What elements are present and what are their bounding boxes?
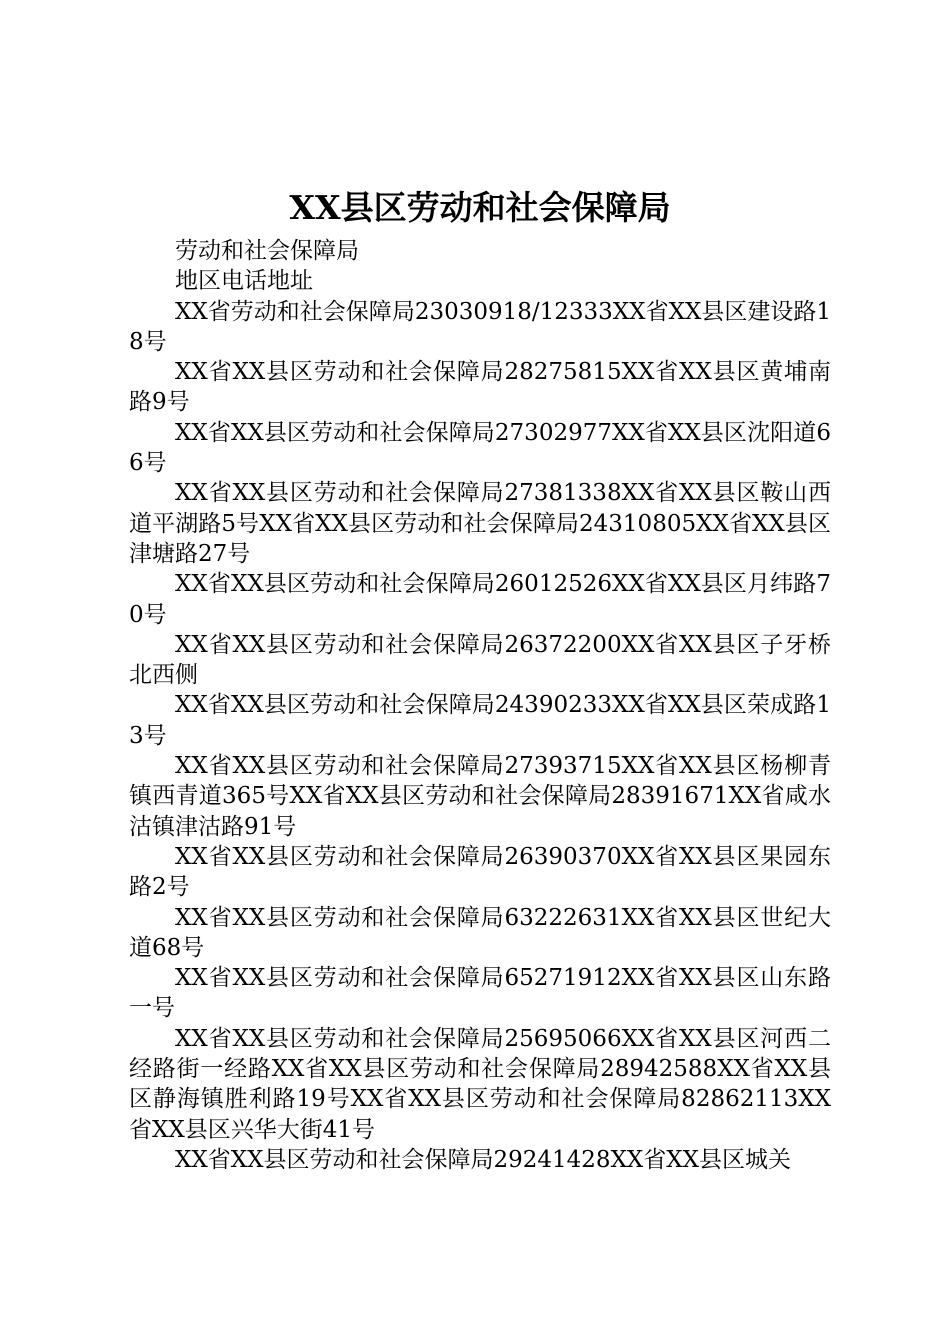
document-title: XX县区劳动和社会保障局 <box>289 188 671 227</box>
paragraph-2: 地区电话地址 <box>175 268 313 295</box>
paragraph-1: 劳动和社会保障局 <box>175 238 359 264</box>
paragraph-14: XX省XX县区劳动和社会保障局25695066XX省XX县区河西二经路街一经路XX省XX县区劳动和社会保障局28942588XX省XX县区静海镇胜利路19号XX省XX县区劳动和社会保障局82862113XX省XX县区兴华大街41号 <box>129 1025 831 1143</box>
paragraph-12: XX省XX县区劳动和社会保障局63222631XX省XX县区世纪大道68号 <box>129 904 831 961</box>
paragraph-3: XX省劳动和社会保障局23030918/12333XX省XX县区建设路18号 <box>129 298 831 355</box>
paragraph-7: XX省XX县区劳动和社会保障局26012526XX省XX县区月纬路70号 <box>129 571 831 628</box>
paragraph-10: XX省XX县区劳动和社会保障局27393715XX省XX县区杨柳青镇西青道365号XX省XX县区劳动和社会保障局28391671XX省咸水沽镇津沽路91号 <box>129 753 831 840</box>
paragraph-6: XX省XX县区劳动和社会保障局27381338XX省XX县区鞍山西道平湖路5号XX省XX县区劳动和社会保障局24310805XX省XX县区津塘路27号 <box>129 480 831 567</box>
paragraph-4: XX省XX县区劳动和社会保障局28275815XX省XX县区黄埔南路9号 <box>129 359 831 416</box>
paragraph-8: XX省XX县区劳动和社会保障局26372200XX省XX县区子牙桥北西侧 <box>129 631 831 689</box>
paragraph-5: XX省XX县区劳动和社会保障局27302977XX省XX县区沈阳道66号 <box>129 419 831 477</box>
paragraph-11: XX省XX县区劳动和社会保障局26390370XX省XX县区果园东路2号 <box>129 843 831 901</box>
document-page <box>129 180 831 1175</box>
paragraph-13: XX省XX县区劳动和社会保障局65271912XX省XX县区山东路一号 <box>129 965 831 1022</box>
document-body <box>129 236 831 1175</box>
paragraph-15: XX省XX县区劳动和社会保障局29241428XX省XX县区城关 <box>175 1146 792 1173</box>
paragraph-9: XX省XX县区劳动和社会保障局24390233XX省XX县区荣成路13号 <box>129 692 831 749</box>
